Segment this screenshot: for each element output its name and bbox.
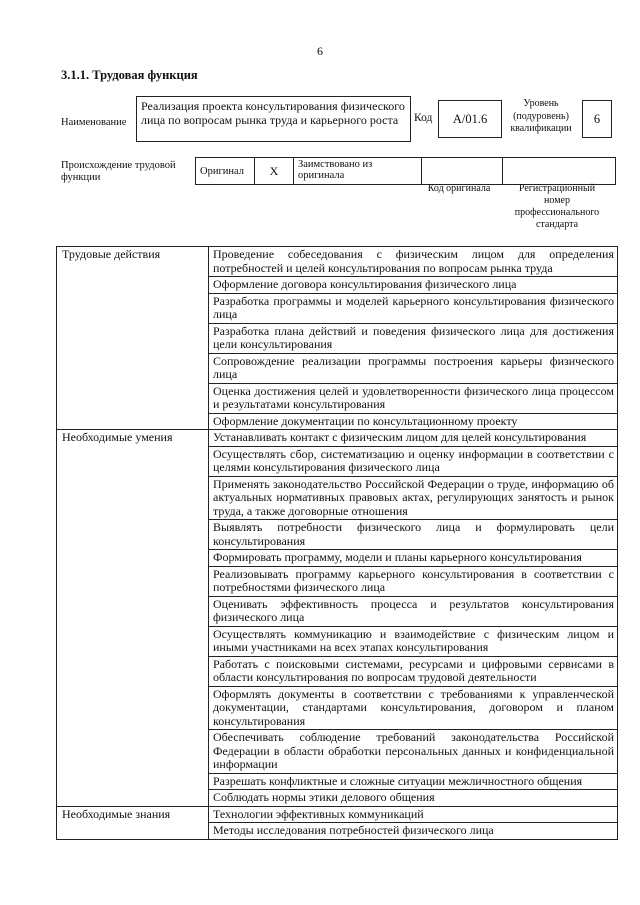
function-table xyxy=(56,246,618,840)
section-row xyxy=(57,430,618,807)
page-number: 6 xyxy=(317,44,323,58)
code-label: Код xyxy=(414,112,433,124)
section-items-cell xyxy=(209,430,618,807)
list-item: Разрешать конфликтные и сложные ситуации межличностного общения xyxy=(209,774,617,791)
section-title-cell: Трудовые действия xyxy=(57,247,209,430)
list-item: Оформлять документы в соответствии с требованиями к управленческой документации, стандартами консультирования, договором и планом консультирования xyxy=(209,687,617,731)
list-item: Работать с поисковыми системами, ресурсами и цифровыми сервисами в области консультирования по вопросам трудовой деятельности xyxy=(209,657,617,687)
name-label: Наименование xyxy=(61,117,127,128)
list-item: Обеспечивать соблюдение требований законодательства Российской Федерации в области обработки персональных данных и конфиденциальной информации xyxy=(209,730,617,774)
borrowed-label: Заимствовано из оригинала xyxy=(294,158,422,185)
list-item: Устанавливать контакт с физическим лицом для целей консультирования xyxy=(209,430,617,447)
list-item: Соблюдать нормы этики делового общения xyxy=(213,790,435,804)
list-item: Осуществлять коммуникацию и взаимодействие с физическим лицом и иными участниками на всех этапах консультирования xyxy=(209,627,617,657)
section-title-cell: Необходимые знания xyxy=(57,806,209,839)
reg-number-label: Регистрационный номер профессионального стандарта xyxy=(514,183,600,230)
original-label: Оригинал xyxy=(196,158,255,185)
list-item: Проведение собеседования с физическим лицом для определения потребностей и целей консультирования по вопросам рынка труда xyxy=(209,247,617,277)
section-row xyxy=(57,247,618,430)
list-item: Формировать программу, модели и планы карьерного консультирования xyxy=(209,550,617,567)
list-item: Сопровождение реализации программы построения карьеры физического лица xyxy=(209,354,617,384)
list-item: Оценивать эффективность процесса и результатов консультирования физического лица xyxy=(209,597,617,627)
section-items-cell xyxy=(209,806,618,839)
reg-number-cell xyxy=(503,158,616,185)
section-title: 3.1.1. Трудовая функция xyxy=(61,68,198,82)
code-original-label: Код оригинала xyxy=(427,183,491,194)
list-item: Разработка программы и моделей карьерного консультирования физического лица xyxy=(209,294,617,324)
list-item: Реализовывать программу карьерного консультирования в соответствии с потребностями физического лица xyxy=(209,567,617,597)
code-original-cell xyxy=(422,158,503,185)
section-title-cell: Необходимые умения xyxy=(57,430,209,807)
list-item: Применять законодательство Российской Федерации о труде, информацию об актуальных нормативных правовых актах, регулирующих занятость и рынок труда, а также договорные отношения xyxy=(209,477,617,521)
list-item: Оформление договора консультирования физического лица xyxy=(209,277,617,294)
origin-table xyxy=(195,157,616,185)
origin-label: Происхождение трудовой функции xyxy=(61,160,176,183)
list-item: Оценка достижения целей и удовлетворенности физического лица процессом и результатами консультирования xyxy=(209,384,617,414)
list-item: Методы исследования потребностей физического лица xyxy=(213,823,494,837)
code-value: A/01.6 xyxy=(438,100,502,138)
list-item: Технологии эффективных коммуникаций xyxy=(209,807,617,824)
list-item: Разработка плана действий и поведения физического лица для достижения цели консультирования xyxy=(209,324,617,354)
original-mark: X xyxy=(255,158,294,185)
section-items-cell xyxy=(209,247,618,430)
section-row xyxy=(57,806,618,839)
list-item: Выявлять потребности физического лица и формулировать цели консультирования xyxy=(209,520,617,550)
level-label: Уровень (подуровень) квалификации xyxy=(510,98,572,134)
list-item: Оформление документации по консультационному проекту xyxy=(213,413,518,428)
list-item: Осуществлять сбор, систематизацию и оценку информации в соответствии с целями консультирования физического лица xyxy=(209,447,617,477)
level-value: 6 xyxy=(582,100,612,138)
name-value: Реализация проекта консультирования физического лица по вопросам рынка труда и карьерного роста xyxy=(136,96,411,142)
